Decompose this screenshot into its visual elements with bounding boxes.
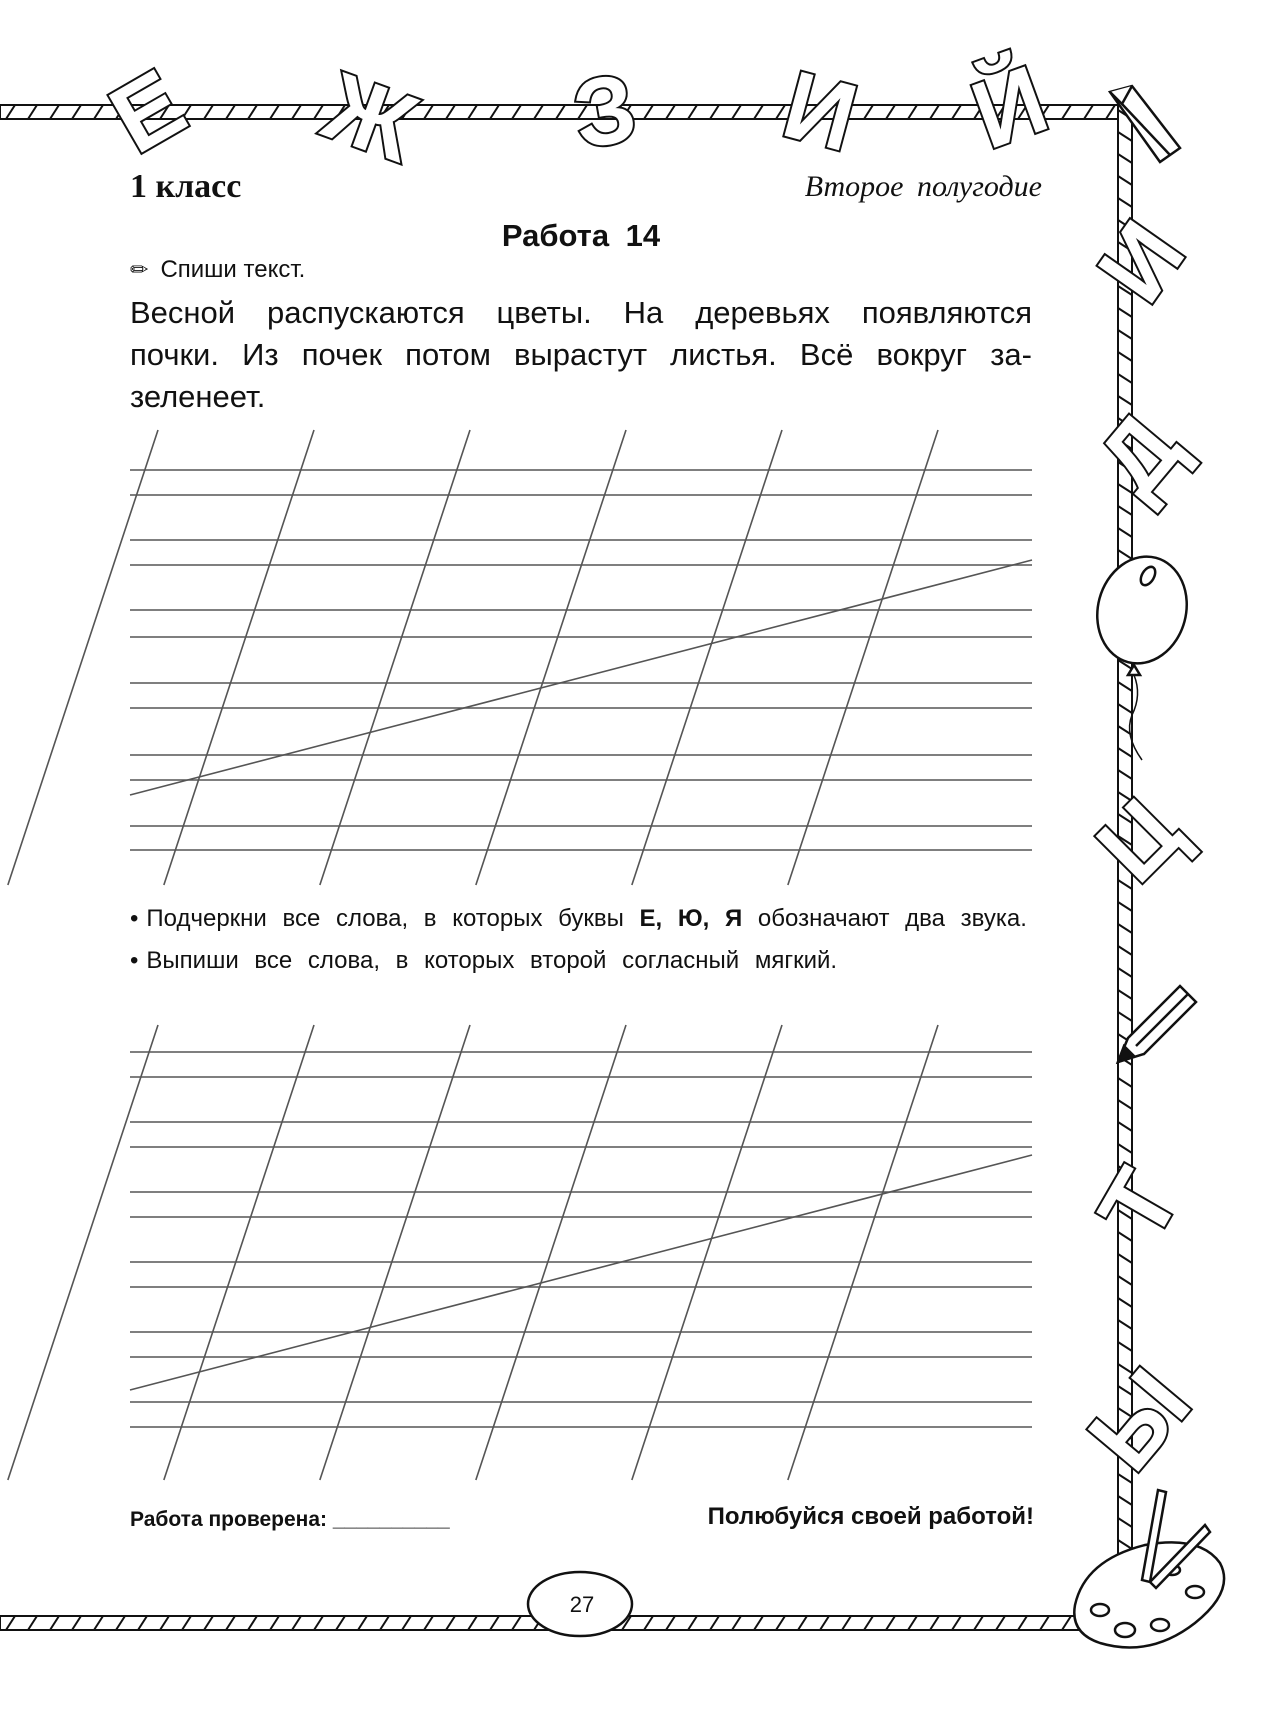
grid-slant (788, 430, 938, 885)
instruction-text: Спиши текст. (160, 256, 306, 283)
palette-icon (1074, 1490, 1224, 1648)
decor-letter: Д (1076, 394, 1203, 516)
work-checked-blank: __________ (332, 1508, 450, 1531)
pencil-small-icon: ✏ (130, 257, 149, 282)
page-number: 27 (569, 1592, 595, 1617)
decor-letter: Е (93, 49, 203, 174)
grid-slant (130, 1155, 1032, 1390)
decor-letter: Ы (1068, 1349, 1211, 1491)
grid-slant (8, 430, 158, 885)
grade-label: 1 класс (130, 168, 242, 205)
grid-slant (476, 1025, 626, 1480)
grid-slant (632, 1025, 782, 1480)
grid-slant (164, 430, 314, 885)
task-item-2 (130, 945, 1032, 977)
decor-letter: Й (959, 45, 1061, 170)
work-checked (130, 1508, 450, 1532)
work-checked-label: Работа проверена: (130, 1508, 327, 1531)
decor-letter: З (566, 53, 644, 170)
semester-label: Второе полугодие (804, 170, 1042, 203)
balloon-icon (1086, 546, 1199, 760)
decor-letter: И (1077, 202, 1206, 321)
grid-slant (788, 1025, 938, 1480)
task-text-end: обозначают два звука. (757, 905, 1027, 932)
work-title: Работа 14 (501, 218, 661, 253)
grid-slant (476, 430, 626, 885)
writing-grid-2 (8, 1025, 1032, 1480)
grid-slant (164, 1025, 314, 1480)
task-text: Выпиши все слова, в которых второй согласный мягкий. (146, 947, 838, 974)
grid-slant (320, 430, 470, 885)
decor-letter: Т (1078, 1152, 1201, 1257)
grid-slant (632, 430, 782, 885)
grid-slant (130, 560, 1032, 795)
grid-slant (320, 1025, 470, 1480)
bullet: • (130, 947, 139, 974)
task-text: Подчеркни все слова, в которых буквы (146, 905, 624, 932)
task-item-1 (130, 903, 1032, 935)
bullet: • (130, 905, 139, 932)
writing-grid-1 (8, 430, 1032, 885)
passage-text: Весной распускаются цветы. На деревьях появляются почки. Из почек потом вырастут листья. Всё вокруг за-зеленеет. (130, 295, 1032, 414)
admire-text: Полюбуйся своей работой! (707, 1503, 1034, 1530)
task-list (130, 903, 1032, 987)
grid-slant (8, 1025, 158, 1480)
decor-letter: Ж (311, 52, 430, 183)
decor-letter: Ц (1077, 777, 1203, 903)
decor-letter: И (772, 50, 868, 173)
task-bold-letters: Е, Ю, Я (639, 905, 743, 932)
instruction (130, 256, 305, 284)
